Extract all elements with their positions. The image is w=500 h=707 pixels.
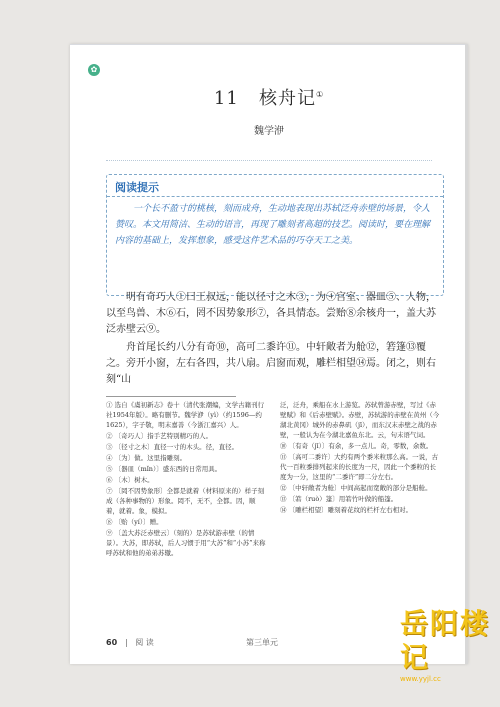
reading-tips-rule xyxy=(107,196,443,197)
footnote-item: ⑪ 〔高可二黍许〕大约有两个黍米粒那么高。一说，古代一百粒黍排列起来的长度为一尺，因此一个黍粒的长度为一分，这里的“二黍许”即二分左右。 xyxy=(280,453,439,481)
main-paragraph-2: 舟首尾长约八分有奇⑩，高可二黍许⑪。中轩敞者为舱⑫，箬篷⑬覆之。旁开小窗，左右各四，共八扇。启窗而观，雕栏相望⑭焉。闭之，则右刻“山 xyxy=(106,342,436,385)
footnote-item: ② 〔奇巧人〕指手艺特别精巧的人。 xyxy=(106,432,213,440)
footnote-item: ③ 〔径寸之木〕直径一寸的木头。径，直径。 xyxy=(106,443,239,451)
footnote-item: ⑨ 〔盖大苏泛赤壁云〕（刻的）是苏轼游赤壁（的情景）。大苏，即苏轼，后人习惯于用“大苏”和“小苏”来称呼苏轼和他的弟弟苏辙。 xyxy=(106,529,266,557)
footnote-item: ⑭ 〔雕栏相望〕雕刻着花纹的栏杆左右相对。 xyxy=(280,506,413,514)
leaf-icon: ✿ xyxy=(88,64,100,76)
watermark-brand: 岳阳楼记 xyxy=(400,607,491,674)
footnote-item: ⑧ 〔贻（yí）〕赠。 xyxy=(106,518,163,526)
textbook-page xyxy=(70,44,468,664)
footnotes-left-column xyxy=(106,400,268,559)
footnote-item: 泛，泛舟，乘船在水上游览。苏轼曾游赤壁，写过《赤壁赋》和《后赤壁赋》。赤壁，苏轼游的赤壁在黄州（今湖北黄冈）城外的赤鼻矶（jī），而东汉末赤壁之战的赤壁，一般认为在今湖北嘉鱼东北。云，句末语气词。 xyxy=(280,401,440,439)
footnote-rule xyxy=(106,396,236,397)
footnote-item: ⑩ 〔有奇（jī）〕有余，多一点儿。奇，零数，余数。 xyxy=(280,442,433,450)
title-footnote-mark: ① xyxy=(315,90,325,99)
main-paragraph-1: 明有奇巧人①曰王叔远，能以径寸之木③，为④宫室、器皿⑤、人物，以至鸟兽、木⑥石，罔不因势象形⑦，各具情态。尝贻⑧余核舟一，盖大苏泛赤壁云⑨。 xyxy=(106,292,436,335)
page-number: 60 xyxy=(106,638,118,647)
footnote-item: ⑦ 〔罔不因势象形〕全都是就着（材料原来的）样子刻成（各种事物的）形象。罔不，无不，全都。因，顺着，就着。象，模拟。 xyxy=(106,487,265,515)
lesson-title xyxy=(70,84,468,110)
lesson-title-text: 核舟记 xyxy=(258,88,316,109)
lesson-number: 11 xyxy=(213,88,239,109)
dotted-divider xyxy=(106,160,432,161)
footer-unit: 第三单元 xyxy=(246,638,278,647)
footnotes-right-column xyxy=(280,400,442,516)
author-name: 魏学洢 xyxy=(254,126,284,137)
reading-tips-body: 一个长不盈寸的桃核，刻而成舟，生动地表现出苏轼泛舟赤壁的场景，令人赞叹。本文用简洁、生动的语言，再现了雕刻者高超的技艺。阅读时，要在理解内容的基础上，发挥想象，感受这件艺术品的巧夺天工之美。 xyxy=(115,204,431,246)
header-rule xyxy=(70,44,468,45)
footnote-item: ① 选自《虞初新志》卷十（清代张潮编，文学古籍刊行社1954年版）。略有删节。魏学洢（yì）（约1596—约1625），字子敬，明末嘉善（今浙江嘉兴）人。 xyxy=(106,401,265,429)
footnote-item: ⑤ 〔器皿（mǐn）〕盛东西的日常用具。 xyxy=(106,465,222,473)
reading-tips-heading: 阅读提示 xyxy=(115,181,159,194)
footer-separator xyxy=(126,639,127,647)
reading-tips-box xyxy=(106,174,444,296)
footnote-item: ⑫ 〔中轩敞者为舱〕中间高起而宽敞的部分是船舱。 xyxy=(280,484,432,492)
footnote-item: ④ 〔为〕做。这里指雕刻。 xyxy=(106,454,187,462)
page-edge-shadow xyxy=(465,44,468,664)
main-text xyxy=(106,290,442,390)
footnote-item: ⑥ 〔木〕树木。 xyxy=(106,476,154,484)
page-footer xyxy=(106,637,438,648)
footnote-item: ⑬ 〔箬（ruò）篷〕用箬竹叶做的船篷。 xyxy=(280,495,398,503)
watermark-url: www.yyjl.cc xyxy=(400,675,441,683)
footer-section: 阅 读 xyxy=(135,638,154,647)
site-watermark-logo xyxy=(400,607,490,689)
